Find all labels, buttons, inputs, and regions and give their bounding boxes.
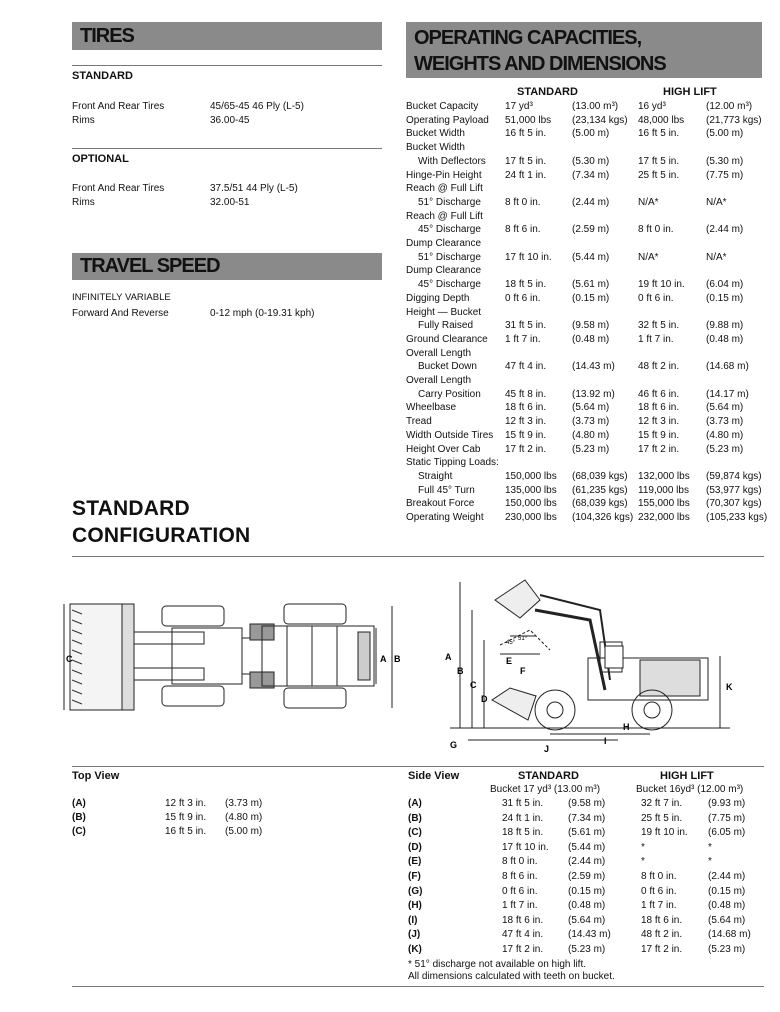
- side-view-bucket-highlift: Bucket 16yd³ (12.00 m³): [636, 784, 744, 795]
- side-view-row-highlift-metric: (0.15 m): [708, 885, 746, 897]
- side-view-row-highlift-imperial: 1 ft 7 in.: [641, 900, 677, 912]
- side-view-row-highlift-imperial: 17 ft 2 in.: [641, 944, 683, 955]
- side-view-row-highlift-imperial: 0 ft 6 in.: [641, 885, 677, 897]
- operating-row-highlift-imperial: N/A*: [638, 251, 659, 263]
- operating-row: [406, 320, 776, 334]
- operating-row-label: Height — Bucket: [406, 306, 482, 318]
- side-view-row-standard-imperial: 17 ft 10 in.: [502, 841, 549, 853]
- operating-row-label: 51° Discharge: [418, 251, 481, 263]
- operating-row-standard-metric: (5.61 m): [572, 279, 610, 291]
- operating-row: [406, 444, 776, 458]
- operating-row: [406, 471, 776, 485]
- operating-row-highlift-metric: (5.64 m): [706, 402, 744, 414]
- operating-row-standard-imperial: 47 ft 4 in.: [505, 361, 547, 373]
- operating-row-label: Bucket Down: [418, 361, 477, 373]
- operating-row-label: Bucket Width: [406, 128, 465, 140]
- side-view-row-key: (A): [408, 798, 422, 809]
- operating-row-standard-imperial: 17 ft 10 in.: [505, 251, 552, 263]
- operating-row-label: Overall Length: [406, 375, 472, 386]
- operating-row-standard-metric: (0.48 m): [572, 333, 610, 345]
- side-view-row-standard-metric: (5.44 m): [568, 841, 606, 853]
- operating-row-standard-imperial: 24 ft 1 in.: [505, 169, 547, 181]
- operating-row-standard-imperial: 18 ft 5 in.: [505, 279, 547, 291]
- tire-optional-label-0: Front And Rear Tires: [72, 183, 165, 194]
- operating-row-standard-imperial: 12 ft 3 in.: [505, 416, 547, 428]
- operating-row-highlift-imperial: 17 ft 5 in.: [638, 155, 680, 167]
- operating-row-label: Hinge-Pin Height: [406, 169, 482, 181]
- operating-row-highlift-imperial: 0 ft 6 in.: [638, 292, 674, 304]
- side-view-row-standard-imperial: 17 ft 2 in.: [502, 944, 544, 955]
- operating-row-highlift-imperial: 8 ft 0 in.: [638, 224, 674, 236]
- operating-row-label: Reach @ Full Lift: [406, 183, 483, 195]
- operating-row: [406, 485, 776, 499]
- operating-row-highlift-metric: (5.00 m): [706, 128, 744, 140]
- tire-standard-value-1: 36.00-45: [210, 115, 250, 126]
- side-view-row: [408, 915, 768, 929]
- operating-row-standard-metric: (5.00 m): [572, 128, 610, 140]
- side-view-row: [408, 871, 768, 885]
- top-view-row-imperial: 15 ft 9 in.: [165, 812, 207, 823]
- operating-row-label: Reach @ Full Lift: [406, 210, 483, 222]
- operating-row-label: Dump Clearance: [406, 238, 482, 249]
- side-view-table: [408, 798, 768, 963]
- operating-row-highlift-metric: (53,977 kgs): [706, 484, 762, 496]
- travel-speed-banner: [72, 253, 382, 280]
- side-view-row-highlift-imperial: 48 ft 2 in.: [641, 929, 683, 941]
- operating-row-highlift-metric: (9.88 m): [706, 320, 744, 332]
- side-view-row-standard-imperial: 24 ft 1 in.: [502, 812, 544, 824]
- operating-row-standard-metric: (104,326 kgs): [572, 512, 634, 523]
- operating-row-standard-imperial: 31 ft 5 in.: [505, 320, 547, 332]
- operating-row-highlift-metric: (6.04 m): [706, 279, 744, 291]
- side-view-row: [408, 944, 768, 958]
- operating-row: [406, 416, 776, 430]
- operating-row: [406, 170, 776, 184]
- operating-row: [406, 252, 776, 266]
- tire-optional-value-1: 32.00-51: [210, 197, 250, 208]
- tire-optional-label-1: Rims: [72, 197, 95, 208]
- side-view-row-highlift-metric: *: [708, 841, 712, 853]
- side-view-row: [408, 798, 768, 812]
- operating-row-standard-imperial: 0 ft 6 in.: [505, 292, 541, 304]
- operating-row: [406, 265, 776, 279]
- operating-row-standard-imperial: 17 ft 5 in.: [505, 155, 547, 167]
- operating-row-standard-imperial: 1 ft 7 in.: [505, 333, 541, 345]
- standard-config-line1: STANDARD: [72, 497, 190, 520]
- side-label-k: K: [726, 682, 733, 692]
- operating-row-label: Height Over Cab: [406, 443, 481, 455]
- operating-row-standard-metric: (14.43 m): [572, 361, 615, 373]
- operating-row-highlift-metric: (5.30 m): [706, 155, 744, 167]
- operating-row-label: Digging Depth: [406, 292, 470, 304]
- operating-row: [406, 156, 776, 170]
- operating-title-line1: OPERATING CAPACITIES,: [414, 27, 642, 49]
- operating-row-standard-metric: (5.44 m): [572, 251, 610, 263]
- operating-row-standard-metric: (5.23 m): [572, 443, 610, 455]
- tire-standard-label-0: Front And Rear Tires: [72, 101, 165, 112]
- side-view-row-highlift-metric: *: [708, 856, 712, 868]
- operating-row-highlift-imperial: 12 ft 3 in.: [638, 416, 680, 428]
- operating-row-standard-metric: (5.64 m): [572, 402, 610, 414]
- top-view-row-imperial: 16 ft 5 in.: [165, 826, 207, 837]
- operating-row-label: With Deflectors: [418, 155, 486, 167]
- side-view-row-standard-imperial: 47 ft 4 in.: [502, 929, 544, 941]
- top-view-table: [72, 798, 372, 848]
- side-view-row-standard-metric: (0.15 m): [568, 885, 606, 897]
- operating-row: [406, 238, 776, 252]
- side-view-row-key: (K): [408, 944, 422, 955]
- operating-row-highlift-imperial: 25 ft 5 in.: [638, 169, 680, 181]
- operating-row-standard-imperial: 16 ft 5 in.: [505, 128, 547, 140]
- operating-row-standard-imperial: 51,000 lbs: [505, 114, 552, 126]
- side-view-row-key: (I): [408, 914, 418, 926]
- side-label-deg51: 51°: [518, 636, 528, 642]
- operating-row: [406, 375, 776, 389]
- side-label-h: H: [623, 722, 630, 732]
- tires-standard-heading: STANDARD: [72, 70, 133, 82]
- operating-row-highlift-imperial: 46 ft 6 in.: [638, 388, 680, 400]
- operating-row-label: Bucket Capacity: [406, 101, 479, 112]
- operating-row-standard-imperial: 18 ft 6 in.: [505, 402, 547, 414]
- side-view-row-standard-imperial: 31 ft 5 in.: [502, 798, 544, 809]
- operating-row: [406, 389, 776, 403]
- operating-row-standard-metric: (13.00 m³): [572, 101, 619, 112]
- side-view-row-highlift-imperial: 25 ft 5 in.: [641, 812, 683, 824]
- side-view-row-highlift-imperial: 8 ft 0 in.: [641, 871, 677, 882]
- operating-row-standard-metric: (3.73 m): [572, 416, 610, 428]
- operating-row-highlift-metric: (4.80 m): [706, 429, 744, 441]
- operating-row-standard-imperial: 45 ft 8 in.: [505, 388, 547, 400]
- operating-row-standard-metric: (13.92 m): [572, 388, 615, 400]
- top-label-b: B: [394, 654, 401, 664]
- side-label-f: F: [520, 666, 526, 676]
- operating-row-standard-imperial: 15 ft 9 in.: [505, 429, 547, 441]
- operating-row: [406, 512, 776, 526]
- operating-row-standard-metric: (68,039 kgs): [572, 498, 628, 510]
- side-view-row-highlift-imperial: 18 ft 6 in.: [641, 914, 683, 926]
- operating-row-highlift-imperial: 19 ft 10 in.: [638, 279, 685, 291]
- side-view-row: [408, 842, 768, 856]
- side-view-row-highlift-metric: (6.05 m): [708, 827, 746, 839]
- operating-row-highlift-metric: (5.23 m): [706, 443, 744, 455]
- side-view-row-key: (D): [408, 841, 422, 853]
- operating-row: [406, 197, 776, 211]
- operating-row-label: Operating Weight: [406, 512, 484, 523]
- side-view-row-key: (C): [408, 827, 422, 839]
- operating-row-highlift-metric: (3.73 m): [706, 416, 744, 428]
- operating-row: [406, 211, 776, 225]
- side-label-b: B: [457, 666, 464, 676]
- operating-row-standard-metric: (9.58 m): [572, 320, 610, 332]
- operating-row-label: Breakout Force: [406, 498, 475, 510]
- top-view-title: Top View: [72, 770, 120, 782]
- operating-row-highlift-metric: (7.75 m): [706, 169, 744, 181]
- side-view-footnote-1: * 51° discharge not available on high lift.: [408, 959, 587, 970]
- top-view-row-metric: (4.80 m): [225, 812, 263, 823]
- divider: [72, 986, 764, 987]
- side-view-row-standard-metric: (9.58 m): [568, 798, 606, 809]
- operating-row-label: Dump Clearance: [406, 265, 482, 277]
- standard-config-line2: CONFIGURATION: [72, 524, 251, 547]
- side-label-i: I: [604, 736, 607, 746]
- side-view-row-highlift-metric: (5.23 m): [708, 944, 746, 955]
- operating-row-highlift-imperial: 15 ft 9 in.: [638, 429, 680, 441]
- side-view-row-key: (F): [408, 871, 421, 882]
- side-view-row-highlift-metric: (14.68 m): [708, 929, 751, 941]
- travel-speed-note: INFINITELY VARIABLE: [72, 292, 171, 303]
- operating-row-highlift-imperial: 48,000 lbs: [638, 114, 685, 126]
- top-view-row-key: (A): [72, 798, 86, 809]
- operating-row-label: Static Tipping Loads:: [406, 457, 499, 469]
- operating-row-highlift-metric: N/A*: [706, 196, 727, 208]
- tires-optional-heading: OPTIONAL: [72, 153, 129, 165]
- operating-row-label: Fully Raised: [418, 320, 474, 332]
- operating-row: [406, 101, 776, 115]
- side-view-row-key: (E): [408, 856, 422, 868]
- operating-row: [406, 115, 776, 129]
- side-label-j: J: [544, 744, 550, 754]
- top-label-a: A: [380, 654, 387, 664]
- side-view-row-standard-metric: (7.34 m): [568, 812, 606, 824]
- operating-row-highlift-metric: (14.17 m): [706, 388, 749, 400]
- side-label-c: C: [470, 680, 477, 690]
- operating-row-highlift-metric: (21,773 kgs): [706, 114, 762, 126]
- operating-row-highlift-metric: (0.48 m): [706, 333, 744, 345]
- operating-row-standard-imperial: 17 ft 2 in.: [505, 443, 547, 455]
- operating-banner: [406, 22, 762, 78]
- operating-row-standard-metric: (0.15 m): [572, 292, 610, 304]
- side-view-row: [408, 886, 768, 900]
- top-label-c: C: [66, 654, 73, 664]
- operating-row-standard-imperial: 150,000 lbs: [505, 470, 557, 482]
- operating-row-label: 51° Discharge: [418, 196, 481, 208]
- operating-row-standard-imperial: 230,000 lbs: [505, 512, 557, 523]
- operating-row-label: Overall Length: [406, 347, 472, 359]
- tire-standard-value-0: 45/65-45 46 Ply (L-5): [210, 101, 304, 112]
- side-view-row-key: (J): [408, 929, 421, 941]
- operating-row-label: Operating Payload: [406, 114, 489, 126]
- side-view-row-standard-metric: (5.64 m): [568, 914, 606, 926]
- tire-standard-label-1: Rims: [72, 115, 95, 126]
- side-view-row-standard-imperial: 8 ft 0 in.: [502, 856, 538, 868]
- operating-row-highlift-imperial: 132,000 lbs: [638, 470, 690, 482]
- side-view-row: [408, 827, 768, 841]
- side-view-row-highlift-metric: (0.48 m): [708, 900, 746, 912]
- operating-row: [406, 142, 776, 156]
- operating-row-label: Wheelbase: [406, 402, 457, 414]
- side-view-row-highlift-metric: (2.44 m): [708, 871, 746, 882]
- side-view-row-highlift-metric: (5.64 m): [708, 914, 746, 926]
- operating-row-standard-imperial: 17 yd³: [505, 101, 533, 112]
- operating-row: [406, 128, 776, 142]
- operating-title-line2: WEIGHTS AND DIMENSIONS: [414, 53, 666, 75]
- side-view-row-key: (B): [408, 812, 422, 824]
- tire-optional-value-0: 37.5/51 44 Ply (L-5): [210, 183, 298, 194]
- top-view-row: [72, 826, 372, 840]
- operating-row-highlift-imperial: 16 ft 5 in.: [638, 128, 680, 140]
- side-view-row-highlift-metric: (9.93 m): [708, 798, 746, 809]
- operating-row-standard-metric: (5.30 m): [572, 155, 610, 167]
- operating-row-standard-imperial: 135,000 lbs: [505, 484, 557, 496]
- standard-config-title: [72, 495, 250, 549]
- side-view-title: Side View: [408, 770, 460, 782]
- operating-row-label: 45° Discharge: [418, 279, 481, 291]
- operating-row-highlift-imperial: 48 ft 2 in.: [638, 361, 680, 373]
- side-label-d: D: [481, 694, 488, 704]
- operating-row-highlift-imperial: 155,000 lbs: [638, 498, 690, 510]
- operating-row-label: Carry Position: [418, 388, 481, 400]
- side-view-diagram: [440, 570, 740, 755]
- operating-table: [406, 101, 776, 531]
- operating-row-highlift-imperial: 32 ft 5 in.: [638, 320, 680, 332]
- operating-row: [406, 307, 776, 321]
- side-view-footnote-2: All dimensions calculated with teeth on bucket.: [408, 971, 615, 982]
- side-label-g: G: [450, 740, 458, 750]
- operating-row: [406, 457, 776, 471]
- top-view-row-key: (C): [72, 826, 86, 837]
- top-view-diagram: [62, 598, 402, 718]
- operating-row-highlift-metric: N/A*: [706, 251, 727, 263]
- operating-row-label: Bucket Width: [406, 142, 465, 154]
- operating-row-highlift-metric: (0.15 m): [706, 292, 744, 304]
- operating-row-highlift-metric: (12.00 m³): [706, 101, 753, 112]
- divider: [72, 65, 382, 66]
- operating-row: [406, 279, 776, 293]
- operating-row-label: Straight: [418, 470, 453, 482]
- side-view-row-standard-metric: (2.44 m): [568, 856, 606, 868]
- operating-row-standard-metric: (61,235 kgs): [572, 484, 628, 496]
- side-view-row-standard-metric: (0.48 m): [568, 900, 606, 912]
- side-view-row-highlift-imperial: *: [641, 841, 645, 853]
- side-view-row: [408, 856, 768, 870]
- side-label-a: A: [445, 652, 452, 662]
- operating-row: [406, 348, 776, 362]
- side-view-col-standard: STANDARD: [518, 770, 579, 782]
- side-view-row-standard-metric: (5.61 m): [568, 827, 606, 839]
- top-view-row: [72, 812, 372, 826]
- operating-row-label: 45° Discharge: [418, 224, 481, 236]
- operating-row-highlift-metric: (105,233 kgs): [706, 512, 768, 523]
- side-view-row-standard-metric: (5.23 m): [568, 944, 606, 955]
- top-view-row-metric: (5.00 m): [225, 826, 263, 837]
- top-view-row: [72, 798, 372, 812]
- operating-row: [406, 224, 776, 238]
- operating-row-highlift-metric: (2.44 m): [706, 224, 744, 236]
- operating-row-standard-metric: (2.59 m): [572, 224, 610, 236]
- divider: [72, 556, 764, 557]
- travel-speed-value: 0-12 mph (0-19.31 kph): [210, 308, 315, 319]
- divider: [72, 148, 382, 149]
- operating-col-standard: STANDARD: [517, 86, 578, 98]
- operating-row-standard-imperial: 8 ft 0 in.: [505, 196, 541, 208]
- operating-row-highlift-imperial: N/A*: [638, 196, 659, 208]
- operating-row-standard-imperial: 150,000 lbs: [505, 498, 557, 510]
- operating-row: [406, 402, 776, 416]
- operating-row-label: Tread: [406, 416, 432, 428]
- side-view-row-key: (G): [408, 885, 423, 897]
- operating-row-label: Width Outside Tires: [406, 429, 494, 441]
- side-view-row-highlift-imperial: *: [641, 856, 645, 868]
- operating-row-highlift-imperial: 16 yd³: [638, 101, 666, 112]
- operating-row-standard-metric: (23,134 kgs): [572, 114, 628, 126]
- operating-col-highlift: HIGH LIFT: [663, 86, 717, 98]
- operating-row-highlift-imperial: 232,000 lbs: [638, 512, 690, 523]
- side-view-row-highlift-imperial: 19 ft 10 in.: [641, 827, 688, 839]
- operating-row: [406, 293, 776, 307]
- operating-row: [406, 361, 776, 375]
- operating-row-standard-metric: (68,039 kgs): [572, 470, 628, 482]
- travel-speed-label: Forward And Reverse: [72, 308, 169, 319]
- operating-row: [406, 498, 776, 512]
- operating-row-highlift-imperial: 18 ft 6 in.: [638, 402, 680, 414]
- divider: [72, 766, 764, 767]
- side-view-row: [408, 813, 768, 827]
- side-view-col-highlift: HIGH LIFT: [660, 770, 714, 782]
- side-view-bucket-standard: Bucket 17 yd³ (13.00 m³): [490, 784, 601, 795]
- side-view-row-highlift-metric: (7.75 m): [708, 812, 746, 824]
- top-view-row-imperial: 12 ft 3 in.: [165, 798, 207, 809]
- operating-row-standard-metric: (2.44 m): [572, 196, 610, 208]
- operating-row-highlift-metric: (59,874 kgs): [706, 470, 762, 482]
- operating-row-highlift-metric: (14.68 m): [706, 361, 749, 373]
- side-view-row: [408, 900, 768, 914]
- side-view-row-standard-imperial: 1 ft 7 in.: [502, 900, 538, 912]
- tires-banner: [72, 22, 382, 50]
- operating-row: [406, 183, 776, 197]
- operating-row-highlift-imperial: 1 ft 7 in.: [638, 333, 674, 345]
- side-view-row-standard-metric: (14.43 m): [568, 929, 611, 941]
- side-view-row: [408, 929, 768, 943]
- travel-speed-title: TRAVEL SPEED: [80, 255, 220, 277]
- top-view-row-metric: (3.73 m): [225, 798, 263, 809]
- top-view-row-key: (B): [72, 812, 86, 823]
- operating-row-highlift-imperial: 119,000 lbs: [638, 484, 689, 496]
- operating-row: [406, 430, 776, 444]
- tires-title: TIRES: [80, 25, 134, 47]
- operating-row-standard-metric: (7.34 m): [572, 169, 610, 181]
- side-view-row-key: (H): [408, 900, 422, 912]
- operating-row-standard-metric: (4.80 m): [572, 429, 610, 441]
- operating-row-label: Full 45° Turn: [418, 484, 475, 496]
- side-view-row-standard-imperial: 8 ft 6 in.: [502, 871, 538, 882]
- operating-row-standard-imperial: 8 ft 6 in.: [505, 224, 541, 236]
- side-view-row-standard-metric: (2.59 m): [568, 871, 606, 882]
- operating-row-highlift-imperial: 17 ft 2 in.: [638, 443, 680, 455]
- side-view-row-standard-imperial: 18 ft 6 in.: [502, 914, 544, 926]
- side-view-row-standard-imperial: 0 ft 6 in.: [502, 885, 538, 897]
- operating-row-label: Ground Clearance: [406, 333, 488, 345]
- operating-row-highlift-metric: (70,307 kgs): [706, 498, 762, 510]
- side-view-row-highlift-imperial: 32 ft 7 in.: [641, 798, 683, 809]
- side-label-e: E: [506, 656, 513, 666]
- operating-row: [406, 334, 776, 348]
- side-view-row-standard-imperial: 18 ft 5 in.: [502, 827, 544, 839]
- side-label-deg45: 45°: [506, 640, 516, 646]
